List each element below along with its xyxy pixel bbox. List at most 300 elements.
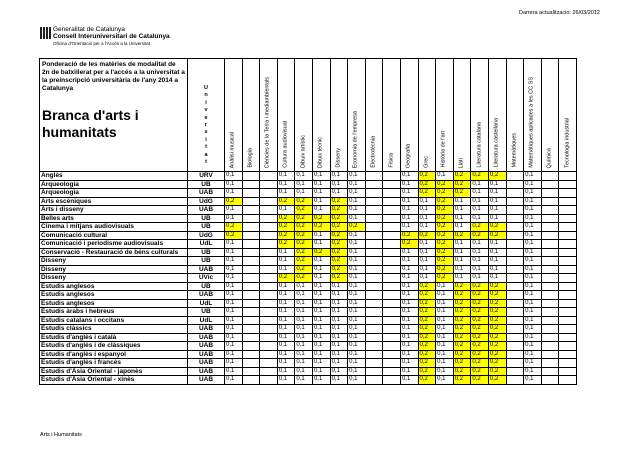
weight-cell: 0,1 [524, 342, 542, 351]
weight-cell: 0,1 [488, 180, 506, 189]
table-row [40, 223, 577, 232]
org-name-consell: Consell Interuniversitari de Catalunya [53, 33, 170, 40]
weight-cell: 0,2 [436, 223, 454, 232]
weight-cell [506, 197, 524, 206]
subject-header-label: Tecnologia industrial [564, 118, 571, 168]
weight-cell: 0,1 [348, 265, 366, 274]
weight-cell: 0,2 [453, 316, 471, 325]
weight-cell [260, 325, 278, 334]
weight-cell: 0,1 [400, 189, 418, 198]
weight-cell: 0,1 [225, 325, 243, 334]
subject-header-label: Ciències de la Terra i mediambientals [264, 76, 271, 168]
weight-cell: 0,1 [453, 265, 471, 274]
weight-cell: 0,1 [400, 333, 418, 342]
weight-cell: 0,1 [418, 257, 436, 266]
weight-cell: 0,1 [312, 189, 330, 198]
weight-cell [541, 350, 559, 359]
weight-cell: 0,1 [225, 376, 243, 385]
weight-cell: 0,1 [436, 342, 454, 351]
weight-cell: 0,2 [225, 231, 243, 240]
weight-cell: 0,1 [277, 342, 295, 351]
weight-cell: 0,2 [471, 333, 489, 342]
weight-cell [383, 367, 401, 376]
subject-header-label: Anàlisi musical [229, 131, 236, 168]
university-code: UAB [188, 333, 225, 342]
table-row [40, 172, 577, 181]
weight-cell: 0,2 [471, 291, 489, 300]
weight-cell [383, 257, 401, 266]
weight-cell [541, 180, 559, 189]
table-row [40, 342, 577, 351]
weight-cell: 0,1 [312, 282, 330, 291]
table-row [40, 350, 577, 359]
weight-cell: 0,1 [312, 240, 330, 249]
weight-cell [541, 291, 559, 300]
weight-cell: 0,1 [330, 376, 348, 385]
weight-cell: 0,1 [524, 257, 542, 266]
weight-cell: 0,1 [488, 248, 506, 257]
weight-cell: 0,2 [277, 274, 295, 283]
degree-name: Belles arts [40, 214, 188, 223]
weight-cell: 0,2 [471, 308, 489, 317]
weight-cell: 0,2 [488, 308, 506, 317]
weight-cell: 0,1 [488, 240, 506, 249]
weight-cell: 0,2 [436, 240, 454, 249]
weight-cell: 0,1 [524, 223, 542, 232]
weight-cell: 0,1 [524, 325, 542, 334]
weight-cell [365, 350, 383, 359]
university-code: UB [188, 223, 225, 232]
weight-cell: 0,1 [312, 197, 330, 206]
degree-name: Disseny [40, 257, 188, 266]
weight-cell: 0,2 [330, 265, 348, 274]
subject-header [559, 59, 577, 172]
weight-cell: 0,2 [488, 231, 506, 240]
weight-cell: 0,1 [418, 197, 436, 206]
weight-cell: 0,2 [436, 197, 454, 206]
weight-cell: 0,2 [400, 231, 418, 240]
weight-cell: 0,1 [436, 359, 454, 368]
weight-cell [242, 265, 260, 274]
subject-header [277, 59, 295, 172]
weight-cell: 0,1 [524, 240, 542, 249]
degree-name: Comunicació cultural [40, 231, 188, 240]
weight-cell: 0,1 [348, 274, 366, 283]
weight-cell [559, 189, 577, 198]
weight-cell: 0,2 [488, 299, 506, 308]
weight-cell: 0,1 [295, 350, 313, 359]
weight-cell: 0,2 [418, 342, 436, 351]
weight-cell [559, 367, 577, 376]
weight-cell [260, 257, 278, 266]
weight-cell [383, 197, 401, 206]
weight-cell [242, 333, 260, 342]
weight-cell [559, 299, 577, 308]
subject-header-label: Física [388, 153, 395, 168]
weight-cell: 0,1 [471, 257, 489, 266]
weight-cell: 0,1 [436, 350, 454, 359]
weight-cell: 0,1 [277, 325, 295, 334]
weight-cell [506, 342, 524, 351]
weight-cell: 0,1 [277, 367, 295, 376]
weight-cell: 0,2 [488, 282, 506, 291]
weight-cell: 0,1 [453, 248, 471, 257]
weight-cell [242, 231, 260, 240]
weight-cell: 0,1 [225, 265, 243, 274]
weight-cell: 0,1 [524, 282, 542, 291]
weight-cell: 0,2 [277, 214, 295, 223]
weight-cell: 0,1 [348, 367, 366, 376]
weight-cell: 0,1 [295, 359, 313, 368]
weight-cell: 0,1 [400, 376, 418, 385]
weight-cell: 0,1 [453, 257, 471, 266]
weight-cell: 0,2 [295, 248, 313, 257]
university-code: UB [188, 257, 225, 266]
weight-cell [383, 308, 401, 317]
weight-cell: 0,2 [453, 231, 471, 240]
weight-cell [541, 197, 559, 206]
weight-cell: 0,1 [330, 325, 348, 334]
weight-cell [365, 325, 383, 334]
weight-cell: 0,2 [295, 223, 313, 232]
weight-cell [242, 180, 260, 189]
weight-cell: 0,1 [225, 172, 243, 181]
university-code: URV [188, 172, 225, 181]
weight-cell [559, 376, 577, 385]
degree-name: Disseny [40, 274, 188, 283]
weight-cell: 0,1 [295, 333, 313, 342]
weight-cell [506, 282, 524, 291]
table-row [40, 257, 577, 266]
weight-cell [242, 274, 260, 283]
weight-cell [383, 189, 401, 198]
university-code: UdL [188, 240, 225, 249]
weight-cell [559, 350, 577, 359]
university-header-letter: i [205, 136, 207, 143]
weight-cell: 0,2 [348, 223, 366, 232]
weight-cell: 0,1 [524, 189, 542, 198]
weight-cell: 0,2 [436, 231, 454, 240]
weight-cell: 0,1 [524, 172, 542, 181]
degree-name: Arqueologia [40, 180, 188, 189]
subject-header-label: Biologia [247, 148, 254, 168]
table-row [40, 180, 577, 189]
university-code: UB [188, 214, 225, 223]
weight-cell: 0,1 [348, 172, 366, 181]
weight-cell: 0,1 [225, 248, 243, 257]
weight-cell: 0,1 [524, 308, 542, 317]
weight-cell [559, 197, 577, 206]
branch-title: Branca d'arts i humanitats [42, 107, 139, 140]
weight-cell: 0,2 [471, 282, 489, 291]
weight-cell [365, 359, 383, 368]
university-header-letter: n [204, 92, 208, 99]
weight-cell [383, 231, 401, 240]
weight-cell [541, 248, 559, 257]
weight-cell: 0,2 [488, 359, 506, 368]
weight-cell: 0,2 [471, 231, 489, 240]
weight-cell [541, 240, 559, 249]
weight-cell [365, 197, 383, 206]
weight-cell: 0,1 [277, 291, 295, 300]
weight-cell [260, 359, 278, 368]
weight-cell [541, 333, 559, 342]
weight-cell: 0,1 [312, 308, 330, 317]
weight-cell [506, 291, 524, 300]
weight-cell [541, 214, 559, 223]
weight-cell [260, 299, 278, 308]
weight-cell: 0,2 [330, 274, 348, 283]
org-name-generalitat: Generalitat de Catalunya [53, 26, 125, 33]
weight-cell: 0,1 [295, 342, 313, 351]
subject-header [312, 59, 330, 172]
weight-cell: 0,1 [471, 265, 489, 274]
degree-name: Estudis clàssics [40, 325, 188, 334]
subject-header [295, 59, 313, 172]
weight-cell: 0,1 [312, 316, 330, 325]
weight-cell [541, 325, 559, 334]
table-row [40, 214, 577, 223]
weight-cell: 0,1 [295, 316, 313, 325]
weight-cell [260, 376, 278, 385]
table-row [40, 376, 577, 385]
weight-cell: 0,2 [436, 257, 454, 266]
weight-cell: 0,2 [418, 172, 436, 181]
university-column-header [188, 59, 225, 172]
weight-cell: 0,2 [488, 350, 506, 359]
weight-cell: 0,2 [471, 376, 489, 385]
table-row [40, 248, 577, 257]
weight-cell [506, 248, 524, 257]
weight-cell: 0,1 [471, 206, 489, 215]
weight-cell: 0,1 [348, 206, 366, 215]
weight-cell [559, 240, 577, 249]
weight-cell: 0,1 [312, 325, 330, 334]
weight-cell: 0,1 [418, 214, 436, 223]
weight-cell: 0,1 [471, 248, 489, 257]
degree-name: Anglès [40, 172, 188, 181]
weight-cell: 0,2 [488, 316, 506, 325]
weight-cell: 0,2 [295, 265, 313, 274]
weight-cell [242, 282, 260, 291]
weight-cell: 0,2 [488, 172, 506, 181]
university-code: UdG [188, 197, 225, 206]
degree-name: Conservació - Restauració de béns culturals [40, 248, 188, 257]
weight-cell: 0,1 [471, 274, 489, 283]
weight-cell: 0,2 [400, 240, 418, 249]
weight-cell: 0,2 [453, 291, 471, 300]
weight-cell [383, 299, 401, 308]
subject-header-label: Dibuix artístic [300, 134, 307, 168]
weight-cell: 0,2 [436, 265, 454, 274]
weight-cell [383, 350, 401, 359]
weight-cell: 0,1 [312, 206, 330, 215]
weight-cell: 0,2 [418, 325, 436, 334]
university-code: UB [188, 248, 225, 257]
weight-cell [383, 180, 401, 189]
weight-cell: 0,2 [295, 206, 313, 215]
weight-cell [506, 367, 524, 376]
weight-cell [260, 316, 278, 325]
weight-cell: 0,1 [277, 248, 295, 257]
weight-cell: 0,1 [348, 257, 366, 266]
weight-cell: 0,2 [471, 299, 489, 308]
weight-cell: 0,1 [312, 376, 330, 385]
weight-cell: 0,1 [312, 265, 330, 274]
weight-cell: 0,1 [348, 240, 366, 249]
weight-cell [383, 172, 401, 181]
subject-header-label: Cultura audiovisual [282, 121, 289, 168]
weight-cell [260, 231, 278, 240]
degree-name: Estudis catalans i occitans [40, 316, 188, 325]
weight-cell: 0,1 [348, 325, 366, 334]
table-row [40, 240, 577, 249]
subject-header [242, 59, 260, 172]
university-code: UAB [188, 342, 225, 351]
weight-cell: 0,1 [348, 299, 366, 308]
subject-header-label: Matemàtiques [511, 133, 518, 168]
weight-cell [365, 265, 383, 274]
weight-cell: 0,1 [277, 172, 295, 181]
weight-cell [383, 274, 401, 283]
weight-cell [242, 197, 260, 206]
weight-cell: 0,1 [524, 197, 542, 206]
weight-cell: 0,1 [524, 350, 542, 359]
weight-cell: 0,1 [348, 291, 366, 300]
weight-cell [365, 189, 383, 198]
weight-cell: 0,1 [330, 308, 348, 317]
weight-cell: 0,1 [418, 248, 436, 257]
weight-cell [242, 308, 260, 317]
weight-cell: 0,2 [453, 350, 471, 359]
weight-cell [541, 359, 559, 368]
weight-cell: 0,1 [225, 291, 243, 300]
weight-cell [506, 316, 524, 325]
weight-cell [242, 342, 260, 351]
weight-cell [506, 359, 524, 368]
weight-cell [242, 367, 260, 376]
weight-cell [242, 240, 260, 249]
subject-header-label: Economia de l'empresa [352, 110, 359, 168]
weight-cell: 0,1 [295, 172, 313, 181]
table-row [40, 367, 577, 376]
weight-cell: 0,1 [225, 316, 243, 325]
weight-cell [506, 274, 524, 283]
weight-cell [506, 257, 524, 266]
weight-cell: 0,2 [418, 299, 436, 308]
degree-name: Arqueologia [40, 189, 188, 198]
weight-cell: 0,1 [330, 342, 348, 351]
weight-cell [383, 223, 401, 232]
weight-cell: 0,1 [225, 299, 243, 308]
weight-cell: 0,1 [436, 308, 454, 317]
degree-name: Estudis d'anglès i francès [40, 359, 188, 368]
degree-name: Estudis d'anglès i espanyol [40, 350, 188, 359]
weight-cell: 0,2 [471, 316, 489, 325]
weight-cell [365, 333, 383, 342]
subject-header [400, 59, 418, 172]
weight-cell: 0,1 [312, 359, 330, 368]
weight-cell: 0,1 [225, 350, 243, 359]
subject-header-label: Geografia [405, 143, 412, 168]
weight-cell: 0,1 [330, 333, 348, 342]
weight-cell: 0,1 [312, 274, 330, 283]
weight-cell: 0,1 [400, 265, 418, 274]
weight-cell [365, 282, 383, 291]
weight-cell: 0,1 [277, 206, 295, 215]
university-header-letter: v [204, 107, 208, 114]
weight-cell [541, 308, 559, 317]
weight-cell: 0,2 [436, 180, 454, 189]
weight-cell: 0,2 [277, 223, 295, 232]
weight-cell: 0,1 [488, 265, 506, 274]
weight-cell [365, 248, 383, 257]
weight-cell: 0,1 [400, 308, 418, 317]
university-header-letter: s [204, 129, 208, 136]
university-header-letter: e [204, 114, 208, 121]
last-update-text: Darrera actualització: 26/03/2012 [518, 10, 600, 16]
weight-cell [506, 325, 524, 334]
subject-header-label: Dibuix tècnic [317, 136, 324, 168]
weight-cell: 0,1 [524, 265, 542, 274]
university-code: UB [188, 180, 225, 189]
weight-cell: 0,1 [524, 248, 542, 257]
subject-header [436, 59, 454, 172]
university-code: UVic [188, 274, 225, 283]
university-code: UAB [188, 350, 225, 359]
weight-cell: 0,2 [312, 248, 330, 257]
weight-cell: 0,1 [418, 240, 436, 249]
weight-cell: 0,2 [312, 223, 330, 232]
weight-cell: 0,1 [330, 350, 348, 359]
weight-cell: 0,2 [225, 223, 243, 232]
degree-name: Arts i disseny [40, 206, 188, 215]
weight-cell [559, 333, 577, 342]
weight-cell: 0,1 [295, 189, 313, 198]
weight-cell: 0,1 [471, 189, 489, 198]
weight-cell: 0,1 [436, 316, 454, 325]
weight-cell: 0,1 [330, 299, 348, 308]
weight-cell: 0,1 [312, 257, 330, 266]
weight-cell: 0,1 [277, 265, 295, 274]
weight-cell: 0,1 [295, 291, 313, 300]
subject-header [225, 59, 243, 172]
weight-cell: 0,1 [225, 342, 243, 351]
weight-cell [559, 325, 577, 334]
table-row [40, 197, 577, 206]
weight-cell: 0,2 [453, 367, 471, 376]
weight-cell [242, 376, 260, 385]
weight-cell: 0,1 [436, 325, 454, 334]
weight-cell [260, 274, 278, 283]
weight-cell: 0,1 [348, 316, 366, 325]
university-code: UdL [188, 299, 225, 308]
weight-cell: 0,1 [277, 350, 295, 359]
university-code: UAB [188, 291, 225, 300]
weight-cell [506, 214, 524, 223]
subject-header-label: Història de l'art [440, 131, 447, 168]
weight-cell: 0,1 [330, 180, 348, 189]
weight-cell: 0,2 [330, 248, 348, 257]
weight-cell [506, 223, 524, 232]
weight-cell: 0,2 [295, 197, 313, 206]
weight-cell: 0,1 [453, 240, 471, 249]
university-header-letter: U [204, 85, 208, 91]
weight-cell [260, 189, 278, 198]
weight-cell [559, 265, 577, 274]
degree-name: Estudis d'anglès i de clàssiques [40, 342, 188, 351]
weight-cell [559, 180, 577, 189]
